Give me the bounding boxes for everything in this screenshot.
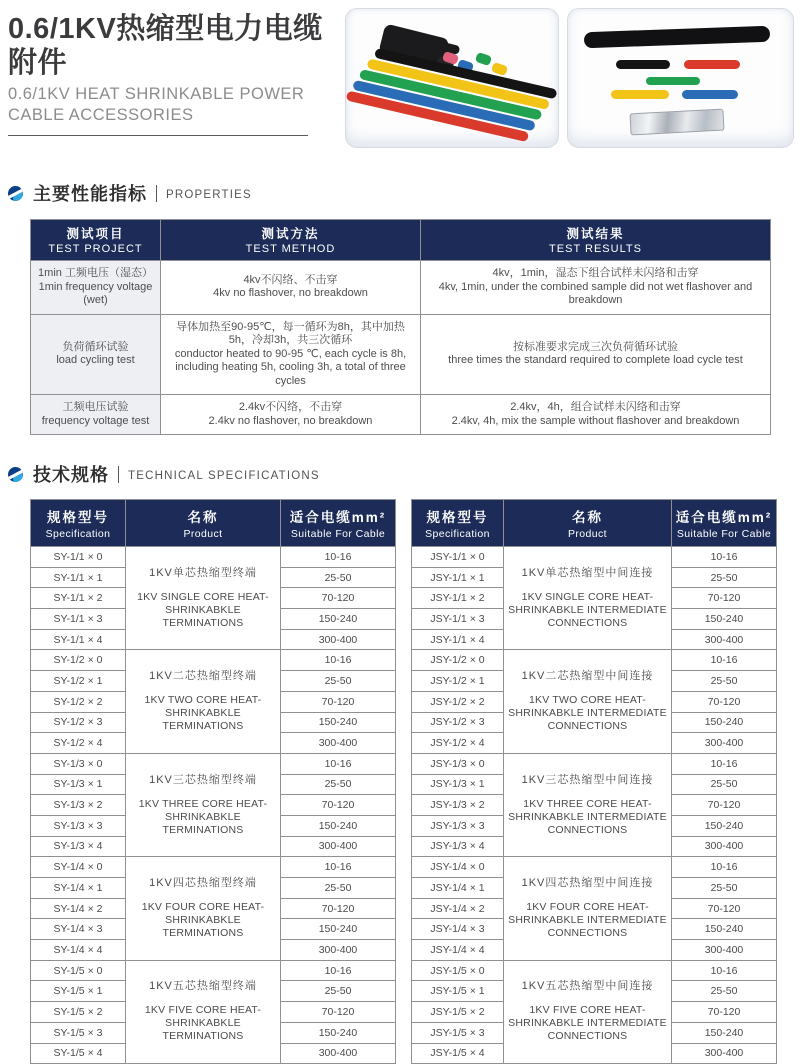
- product-cell: 1KV二芯热缩型终端 1KV TWO CORE HEAT-SHRINKABKLE TERMINATIONS: [126, 650, 281, 753]
- model-cell: SY-1/2 × 1: [31, 671, 126, 692]
- cable-range-cell: 10-16: [281, 857, 396, 878]
- test-method-cell: 4kv不闪络、不击穿 4kv no flashover, no breakdown: [161, 261, 421, 315]
- spec-table-terminations: [30, 499, 396, 1064]
- col-header-product-en: Product: [568, 528, 607, 540]
- model-cell: SY-1/2 × 2: [31, 691, 126, 712]
- cable-range-cell: 150-240: [672, 609, 777, 630]
- col-header-specification: [412, 500, 504, 547]
- test-project-cell: 工频电压试验 frequency voltage test: [31, 395, 161, 435]
- col-header-test-method-en: TEST METHOD: [245, 243, 336, 255]
- cable-range-cell: 10-16: [672, 547, 777, 568]
- small-tube-red: [684, 60, 740, 69]
- col-header-test-results-en: TEST RESULTS: [549, 243, 642, 255]
- page-title-en: [8, 84, 348, 126]
- model-cell: SY-1/3 × 1: [31, 774, 126, 795]
- spec-row: [31, 650, 396, 671]
- model-cell: SY-1/5 × 1: [31, 981, 126, 1002]
- cable-range-cell: 10-16: [281, 753, 396, 774]
- heading-divider: [118, 466, 119, 483]
- model-cell: SY-1/1 × 0: [31, 547, 126, 568]
- col-header-test-project: [31, 220, 161, 261]
- model-cell: JSY-1/2 × 2: [412, 691, 504, 712]
- model-cell: SY-1/4 × 2: [31, 898, 126, 919]
- section-specifications-title-cn: 技术规格: [33, 465, 109, 485]
- cable-range-cell: 10-16: [672, 960, 777, 981]
- col-header-specification-cn: 规格型号: [47, 510, 109, 525]
- model-cell: JSY-1/5 × 1: [412, 981, 504, 1002]
- model-cell: JSY-1/3 × 1: [412, 774, 504, 795]
- cable-range-cell: 70-120: [281, 1002, 396, 1023]
- spec-tables-container: [30, 499, 800, 1064]
- model-cell: SY-1/2 × 0: [31, 650, 126, 671]
- spec-row: [31, 857, 396, 878]
- cable-range-cell: 300-400: [281, 940, 396, 961]
- cable-range-cell: 300-400: [672, 733, 777, 754]
- model-cell: SY-1/1 × 3: [31, 609, 126, 630]
- product-cell: 1KV单芯热缩型终端 1KV SINGLE CORE HEAT-SHRINKABKLE TERMINATIONS: [126, 547, 281, 650]
- spec-table-connections: [411, 499, 777, 1064]
- model-cell: JSY-1/5 × 3: [412, 1022, 504, 1043]
- col-header-product-cn: 名称: [572, 510, 603, 525]
- section-bullet-icon: [8, 186, 23, 201]
- cable-range-cell: 70-120: [672, 691, 777, 712]
- model-cell: SY-1/3 × 4: [31, 836, 126, 857]
- cable-range-cell: 70-120: [281, 691, 396, 712]
- model-cell: JSY-1/5 × 0: [412, 960, 504, 981]
- small-tube-green: [646, 77, 700, 85]
- properties-table: [30, 219, 771, 435]
- cable-range-cell: 10-16: [281, 960, 396, 981]
- model-cell: SY-1/3 × 3: [31, 815, 126, 836]
- section-properties-title-cn: 主要性能指标: [33, 184, 147, 204]
- col-header-product-en: Product: [183, 528, 223, 540]
- cable-range-cell: 70-120: [672, 588, 777, 609]
- cable-range-cell: 25-50: [672, 981, 777, 1002]
- cable-range-cell: 70-120: [672, 898, 777, 919]
- model-cell: SY-1/4 × 1: [31, 878, 126, 899]
- model-cell: JSY-1/4 × 4: [412, 940, 504, 961]
- model-cell: SY-1/4 × 3: [31, 919, 126, 940]
- spec-row: [31, 547, 396, 568]
- model-cell: JSY-1/1 × 2: [412, 588, 504, 609]
- spec-header-row: [31, 500, 396, 547]
- page-title-cn: 0.6/1KV热缩型电力电缆附件: [8, 13, 323, 79]
- big-black-tube: [584, 26, 770, 48]
- cable-range-cell: 300-400: [672, 940, 777, 961]
- model-cell: SY-1/2 × 3: [31, 712, 126, 733]
- col-header-product: [126, 500, 281, 547]
- col-header-test-results-cn: 测试结果: [566, 227, 625, 241]
- cable-range-cell: 25-50: [672, 671, 777, 692]
- product-photo-terminations-kit: [345, 8, 559, 148]
- spec-row: [412, 857, 777, 878]
- model-cell: SY-1/5 × 4: [31, 1043, 126, 1064]
- title-underline: [8, 135, 308, 136]
- cable-range-cell: 25-50: [281, 981, 396, 1002]
- model-cell: JSY-1/4 × 3: [412, 919, 504, 940]
- model-cell: JSY-1/3 × 2: [412, 795, 504, 816]
- test-result-cell: 按标准要求完成三次负荷循环试验 three times the standard required to complete load cycle test: [421, 314, 771, 395]
- product-cell: 1KV五芯热缩型中间连接 1KV FIVE CORE HEAT-SHRINKABKLE INTERMEDIATE CONNECTIONS: [504, 960, 672, 1063]
- col-header-suitable-cable-en: Suitable For Cable: [290, 528, 386, 540]
- test-method-cell: 2.4kv不闪络，不击穿 2.4kv no flashover, no breakdown: [161, 395, 421, 435]
- product-cell: 1KV三芯热缩型终端 1KV THREE CORE HEAT-SHRINKABKLE TERMINATIONS: [126, 753, 281, 856]
- cable-range-cell: 70-120: [672, 1002, 777, 1023]
- model-cell: JSY-1/3 × 3: [412, 815, 504, 836]
- model-cell: SY-1/4 × 4: [31, 940, 126, 961]
- test-result-cell: 4kv，1min，湿态下组合试样未闪络和击穿 4kv, 1min, under the combined sample did not wet flashover and breakdown: [421, 261, 771, 315]
- col-header-product: [504, 500, 672, 547]
- cable-range-cell: 10-16: [281, 650, 396, 671]
- col-header-specification-en: Specification: [45, 528, 111, 540]
- spec-row: [412, 650, 777, 671]
- spec-row: [31, 753, 396, 774]
- section-bullet-icon: [8, 467, 23, 482]
- cable-range-cell: 300-400: [281, 629, 396, 650]
- model-cell: JSY-1/4 × 2: [412, 898, 504, 919]
- page-title-en-line2: CABLE ACCESSORIES: [8, 106, 194, 124]
- cable-range-cell: 25-50: [281, 671, 396, 692]
- cable-range-cell: 150-240: [672, 815, 777, 836]
- cable-range-cell: 10-16: [672, 857, 777, 878]
- model-cell: SY-1/1 × 1: [31, 567, 126, 588]
- model-cell: JSY-1/5 × 2: [412, 1002, 504, 1023]
- cable-range-cell: 150-240: [281, 1022, 396, 1043]
- spec-header-row: [412, 500, 777, 547]
- model-cell: JSY-1/1 × 1: [412, 567, 504, 588]
- ring-green: [475, 52, 492, 66]
- test-project-cell: 1min 工频电压（湿态） 1min frequency voltage (wet): [31, 261, 161, 315]
- cable-range-cell: 300-400: [672, 1043, 777, 1064]
- cable-range-cell: 150-240: [672, 712, 777, 733]
- col-header-suitable-cable: [281, 500, 396, 547]
- model-cell: JSY-1/1 × 3: [412, 609, 504, 630]
- col-header-specification-cn: 规格型号: [426, 510, 489, 525]
- col-header-test-project-en: TEST PROJECT: [48, 243, 143, 255]
- spec-table-body: [31, 547, 396, 1064]
- spec-table-body: [412, 547, 777, 1064]
- product-cell: 1KV四芯热缩型终端 1KV FOUR CORE HEAT-SHRINKABKLE TERMINATIONS: [126, 857, 281, 960]
- cable-range-cell: 25-50: [281, 774, 396, 795]
- properties-row: [31, 314, 771, 395]
- model-cell: JSY-1/4 × 1: [412, 878, 504, 899]
- cable-range-cell: 150-240: [281, 712, 396, 733]
- col-header-suitable-cable-en: Suitable For Cable: [676, 528, 772, 540]
- cable-range-cell: 70-120: [281, 795, 396, 816]
- model-cell: SY-1/5 × 3: [31, 1022, 126, 1043]
- cable-range-cell: 25-50: [672, 774, 777, 795]
- col-header-test-results: [421, 220, 771, 261]
- page-title-en-line1: 0.6/1KV HEAT SHRINKABLE POWER: [8, 85, 305, 103]
- model-cell: JSY-1/2 × 0: [412, 650, 504, 671]
- test-project-cell: 负荷循环试验 load cycling test: [31, 314, 161, 395]
- spec-row: [412, 753, 777, 774]
- col-header-test-method: [161, 220, 421, 261]
- foil-packet: [629, 109, 724, 136]
- col-header-suitable-cable: [672, 500, 777, 547]
- section-properties-title-en: PROPERTIES: [166, 188, 252, 201]
- small-tube-black: [616, 60, 670, 69]
- product-cell: 1KV单芯热缩型中间连接 1KV SINGLE CORE HEAT-SHRINKABKLE INTERMEDIATE CONNECTIONS: [504, 547, 672, 650]
- heading-divider: [156, 185, 157, 202]
- cable-range-cell: 10-16: [672, 650, 777, 671]
- model-cell: SY-1/5 × 2: [31, 1002, 126, 1023]
- col-header-product-cn: 名称: [187, 510, 219, 525]
- test-method-cell: 导体加热至90-95℃，每一循环为8h，其中加热5h，冷却3h，共三次循环 conductor heated to 90-95 ℃, each cycle is 8h, including heating 5h, cooling 3h, a total of three cycles: [161, 314, 421, 395]
- model-cell: JSY-1/4 × 0: [412, 857, 504, 878]
- product-cell: 1KV四芯热缩型中间连接 1KV FOUR CORE HEAT-SHRINKABKLE INTERMEDIATE CONNECTIONS: [504, 857, 672, 960]
- properties-header-row: [31, 220, 771, 261]
- model-cell: JSY-1/1 × 0: [412, 547, 504, 568]
- test-result-cell: 2.4kv，4h，组合试样未闪络和击穿 2.4kv, 4h, mix the sample without flashover and breakdown: [421, 395, 771, 435]
- cable-range-cell: 300-400: [672, 836, 777, 857]
- small-tube-blue: [682, 90, 738, 99]
- col-header-test-project-cn: 测试项目: [66, 227, 125, 241]
- page-header: [0, 0, 348, 136]
- col-header-specification: [31, 500, 126, 547]
- cable-range-cell: 150-240: [281, 609, 396, 630]
- section-specifications-heading: [8, 461, 800, 487]
- cable-range-cell: 70-120: [281, 898, 396, 919]
- model-cell: JSY-1/2 × 1: [412, 671, 504, 692]
- cable-range-cell: 300-400: [672, 629, 777, 650]
- model-cell: SY-1/3 × 2: [31, 795, 126, 816]
- model-cell: JSY-1/2 × 4: [412, 733, 504, 754]
- model-cell: JSY-1/1 × 4: [412, 629, 504, 650]
- cable-range-cell: 70-120: [281, 588, 396, 609]
- col-header-test-method-cn: 测试方法: [261, 227, 320, 241]
- cable-range-cell: 10-16: [672, 753, 777, 774]
- cable-range-cell: 300-400: [281, 733, 396, 754]
- model-cell: JSY-1/3 × 0: [412, 753, 504, 774]
- model-cell: SY-1/5 × 0: [31, 960, 126, 981]
- section-properties-heading: [8, 180, 800, 206]
- cable-range-cell: 300-400: [281, 1043, 396, 1064]
- properties-row: [31, 261, 771, 315]
- model-cell: SY-1/1 × 2: [31, 588, 126, 609]
- model-cell: SY-1/1 × 4: [31, 629, 126, 650]
- cable-range-cell: 150-240: [281, 815, 396, 836]
- model-cell: JSY-1/3 × 4: [412, 836, 504, 857]
- model-cell: SY-1/3 × 0: [31, 753, 126, 774]
- col-header-suitable-cable-cn: 适合电缆mm²: [289, 510, 387, 525]
- cable-range-cell: 150-240: [672, 919, 777, 940]
- col-header-suitable-cable-cn: 适合电缆mm²: [675, 510, 773, 525]
- cable-range-cell: 25-50: [281, 567, 396, 588]
- model-cell: JSY-1/2 × 3: [412, 712, 504, 733]
- cable-range-cell: 150-240: [281, 919, 396, 940]
- cable-range-cell: 25-50: [672, 567, 777, 588]
- cable-range-cell: 70-120: [672, 795, 777, 816]
- cable-range-cell: 25-50: [672, 878, 777, 899]
- model-cell: SY-1/2 × 4: [31, 733, 126, 754]
- cable-range-cell: 300-400: [281, 836, 396, 857]
- model-cell: JSY-1/5 × 4: [412, 1043, 504, 1064]
- small-tube-yellow: [611, 90, 669, 99]
- model-cell: SY-1/4 × 0: [31, 857, 126, 878]
- product-cell: 1KV五芯热缩型终端 1KV FIVE CORE HEAT-SHRINKABKLE TERMINATIONS: [126, 960, 281, 1063]
- cable-range-cell: 150-240: [672, 1022, 777, 1043]
- col-header-specification-en: Specification: [425, 528, 490, 540]
- cable-range-cell: 10-16: [281, 547, 396, 568]
- properties-row: [31, 395, 771, 435]
- product-cell: 1KV三芯热缩型中间连接 1KV THREE CORE HEAT-SHRINKABKLE INTERMEDIATE CONNECTIONS: [504, 753, 672, 856]
- section-specifications-title-en: TECHNICAL SPECIFICATIONS: [128, 469, 320, 482]
- cable-range-cell: 25-50: [281, 878, 396, 899]
- product-photo-connections-kit: [567, 8, 794, 148]
- spec-row: [412, 547, 777, 568]
- properties-table-body: [31, 261, 771, 435]
- product-cell: 1KV二芯热缩型中间连接 1KV TWO CORE HEAT-SHRINKABKLE INTERMEDIATE CONNECTIONS: [504, 650, 672, 753]
